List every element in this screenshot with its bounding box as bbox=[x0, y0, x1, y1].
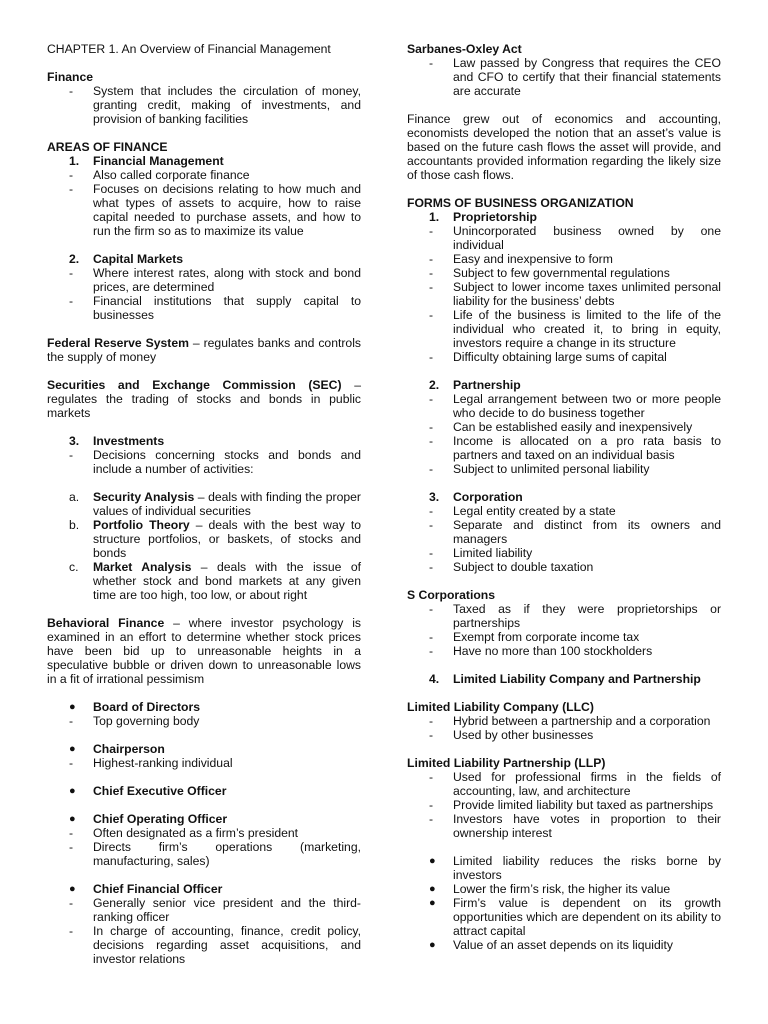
list-item: - System that includes the circulation of money, granting credit, making of investments, and provision of banking facilities bbox=[69, 84, 361, 126]
role-heading: ● Board of Directors bbox=[69, 700, 200, 714]
lettered-item: a. Security Analysis – deals with finding the proper values of individual securities bbox=[69, 490, 361, 518]
llc-heading: Limited Liability Company (LLC) bbox=[407, 700, 594, 714]
list-item: - Law passed by Congress that requires the CEO and CFO to certify that their financial statements are accurate bbox=[429, 56, 721, 98]
definition-paragraph: Behavioral Finance – where investor psychology is examined in an effort to determine whether stock prices have been bid up to unreasonable heights in a speculative bubble or driven down to unreasonable lows in a fit of irrational pessimism bbox=[47, 616, 361, 686]
bullet-item: ● Lower the firm’s risk, the higher its value bbox=[429, 882, 671, 896]
numbered-heading: 2. Partnership bbox=[429, 378, 521, 392]
list-item: - Legal arrangement between two or more people who decide to do business together bbox=[429, 392, 721, 420]
list-item: - Unincorporated business owned by one individual bbox=[429, 224, 721, 252]
numbered-heading: 1. Financial Management bbox=[69, 154, 224, 168]
bullet-item: ● Value of an asset depends on its liquidity bbox=[429, 938, 673, 952]
list-item: - Often designated as a firm’s president bbox=[69, 826, 299, 840]
bullet-item: ● Firm’s value is dependent on its growth opportunities which are dependent on its ability to attract capital bbox=[429, 896, 721, 938]
bullet-item: ● Limited liability reduces the risks borne by investors bbox=[429, 854, 721, 882]
list-item: - Have no more than 100 stockholders bbox=[429, 644, 653, 658]
list-item: - Legal entity created by a state bbox=[429, 504, 616, 518]
list-item: - Subject to lower income taxes unlimited personal liability for the business’ debts bbox=[429, 280, 721, 308]
numbered-heading: 1. Proprietorship bbox=[429, 210, 537, 224]
list-item: - Subject to unlimited personal liability bbox=[429, 462, 650, 476]
list-item: - In charge of accounting, finance, credit policy, decisions regarding asset acquisitions, and investor relations bbox=[69, 924, 361, 966]
list-item: - Investors have votes in proportion to their ownership interest bbox=[429, 812, 721, 840]
lettered-item: c. Market Analysis – deals with the issue of whether stock and bond markets at any given time are too high, too low, or about right bbox=[69, 560, 361, 602]
role-heading: ● Chief Financial Officer bbox=[69, 882, 223, 896]
list-item: - Also called corporate finance bbox=[69, 168, 250, 182]
s-corporations-heading: S Corporations bbox=[407, 588, 496, 602]
list-item: - Subject to double taxation bbox=[429, 560, 594, 574]
areas-heading: AREAS OF FINANCE bbox=[47, 140, 168, 154]
left-column bbox=[47, 42, 361, 966]
list-item: - Limited liability bbox=[429, 546, 533, 560]
list-item: - Income is allocated on a pro rata basis to partners and taxed on an individual basis bbox=[429, 434, 721, 462]
definition-paragraph: Securities and Exchange Commission (SEC) – regulates the trading of stocks and bonds in public markets bbox=[47, 378, 361, 420]
numbered-heading: 3. Corporation bbox=[429, 490, 523, 504]
finance-heading: Finance bbox=[47, 70, 94, 84]
numbered-heading: 4. Limited Liability Company and Partnership bbox=[429, 672, 701, 686]
definition-paragraph: Federal Reserve System – regulates banks and controls the supply of money bbox=[47, 336, 361, 364]
list-item: - Top governing body bbox=[69, 714, 200, 728]
list-item: - Used by other businesses bbox=[429, 728, 594, 742]
role-heading: ● Chairperson bbox=[69, 742, 165, 756]
list-item: - Taxed as if they were proprietorships or partnerships bbox=[429, 602, 721, 630]
right-column bbox=[407, 42, 721, 952]
list-item: - Directs firm’s operations (marketing, manufacturing, sales) bbox=[69, 840, 361, 868]
list-item: - Can be established easily and inexpensively bbox=[429, 420, 693, 434]
list-item: - Focuses on decisions relating to how much and what types of assets to acquire, how to raise capital needed to purchase assets, and how to run the firm so as to maximize its value bbox=[69, 182, 361, 238]
numbered-heading: 3. Investments bbox=[69, 434, 165, 448]
forms-heading: FORMS OF BUSINESS ORGANIZATION bbox=[407, 196, 634, 210]
list-item: - Subject to few governmental regulations bbox=[429, 266, 670, 280]
list-item: - Hybrid between a partnership and a corporation bbox=[429, 714, 711, 728]
list-item: - Decisions concerning stocks and bonds and include a number of activities: bbox=[69, 448, 361, 476]
list-item: - Easy and inexpensive to form bbox=[429, 252, 613, 266]
role-heading: ● Chief Executive Officer bbox=[69, 784, 227, 798]
list-item: - Provide limited liability but taxed as partnerships bbox=[429, 798, 714, 812]
role-heading: ● Chief Operating Officer bbox=[69, 812, 228, 826]
list-item: - Generally senior vice president and the third-ranking officer bbox=[69, 896, 361, 924]
list-item: - Used for professional firms in the fields of accounting, law, and architecture bbox=[429, 770, 721, 798]
lettered-item: b. Portfolio Theory – deals with the best way to structure portfolios, or baskets, of stocks and bonds bbox=[69, 518, 361, 560]
list-item: - Financial institutions that supply capital to businesses bbox=[69, 294, 361, 322]
llp-heading: Limited Liability Partnership (LLP) bbox=[407, 756, 606, 770]
finance-origin-paragraph: Finance grew out of economics and accounting, economists developed the notion that an asset’s value is based on the future cash flows the asset will provide, and accountants provided information regarding the likely size of those cash flows. bbox=[407, 112, 721, 182]
sox-heading: Sarbanes-Oxley Act bbox=[407, 42, 522, 56]
list-item: - Where interest rates, along with stock and bond prices, are determined bbox=[69, 266, 361, 294]
list-item: - Separate and distinct from its owners and managers bbox=[429, 518, 721, 546]
list-item: - Exempt from corporate income tax bbox=[429, 630, 640, 644]
numbered-heading: 2. Capital Markets bbox=[69, 252, 184, 266]
chapter-title: CHAPTER 1. An Overview of Financial Management bbox=[47, 42, 331, 56]
list-item: - Life of the business is limited to the life of the individual who created it, to bring in equity, investors require a change in its structure bbox=[429, 308, 721, 350]
list-item: - Difficulty obtaining large sums of capital bbox=[429, 350, 667, 364]
list-item: - Highest-ranking individual bbox=[69, 756, 233, 770]
